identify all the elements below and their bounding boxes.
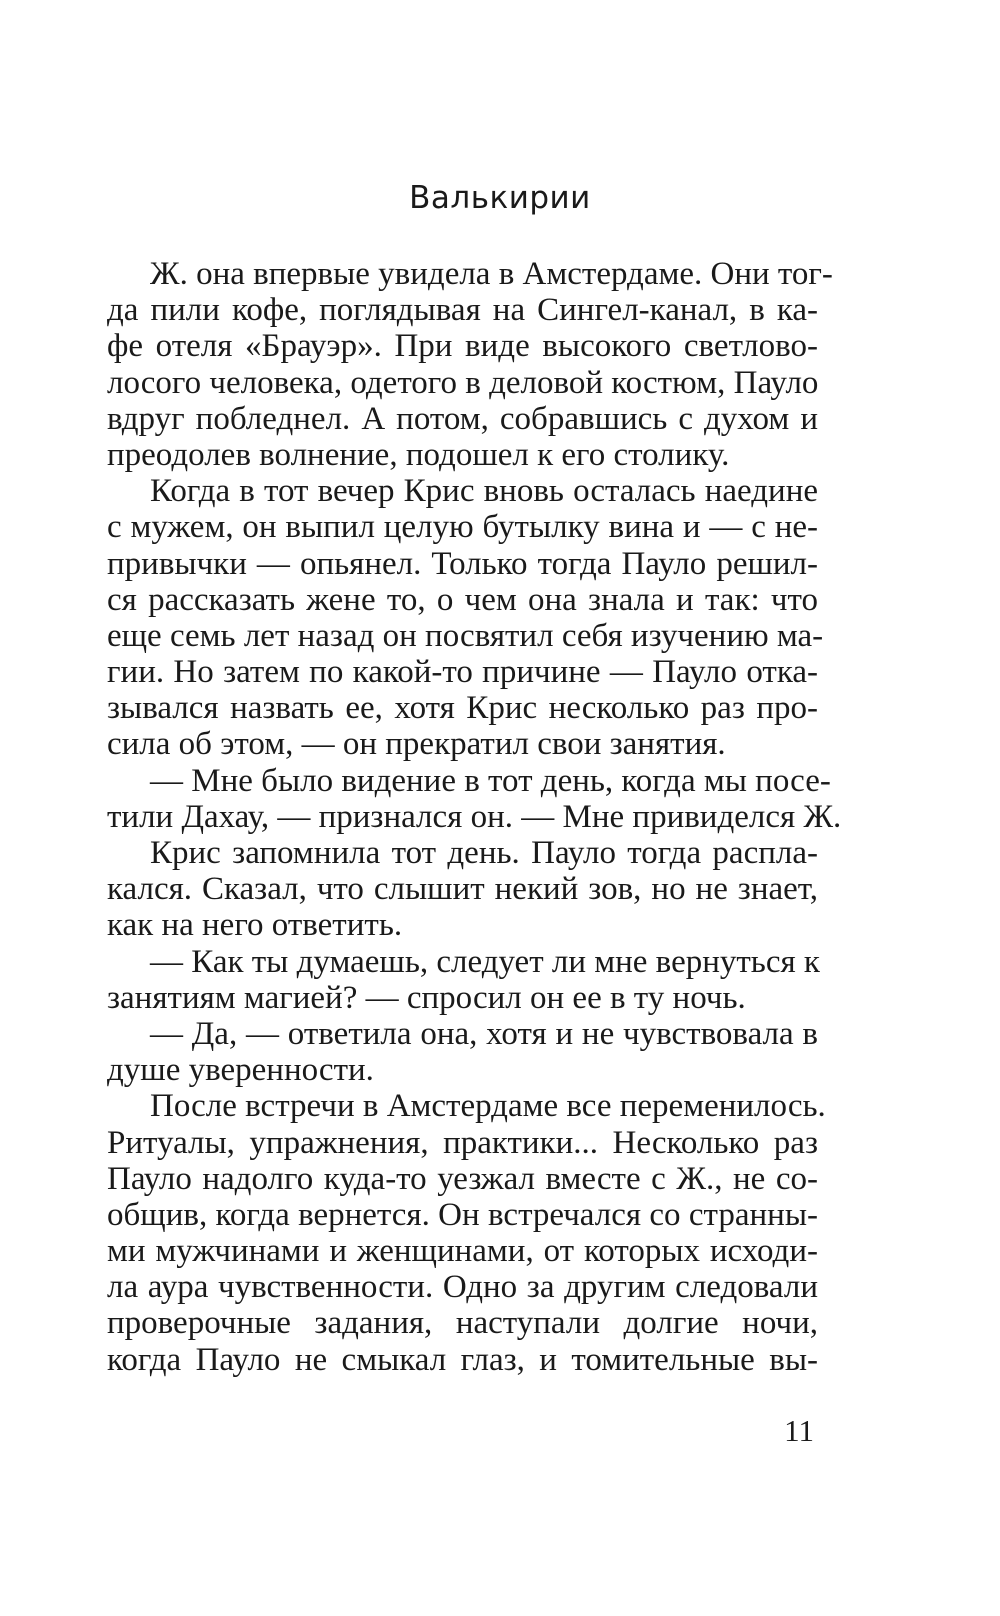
text-line: зывался назвать ее, хотя Крис несколько раз про-	[107, 690, 818, 727]
text-line: Ж. она впервые увидела в Амстердаме. Они тог-	[150, 256, 833, 292]
text-line: — Мне было видение в тот день, когда мы посе-	[150, 762, 831, 799]
text-line: общив, когда вернется. Он встречался со странны-	[107, 1196, 818, 1233]
text-line: тили Дахау, — признался он. — Мне привиделся Ж.	[107, 798, 842, 835]
text-line: когда Пауло не смыкал глаз, и томительные вы-	[107, 1341, 818, 1378]
text-line: лосого человека, одетого в деловой костюм, Пауло	[107, 364, 819, 401]
text-line: с мужем, он выпил целую бутылку вина и — с не-	[107, 509, 818, 546]
text-line: кался. Сказал, что слышит некий зов, но не знает,	[107, 871, 818, 908]
text-line: преодолев волнение, подошел к его столику.	[107, 436, 730, 473]
body-text	[107, 256, 842, 1378]
text-line: После встречи в Амстердаме все переменилось.	[150, 1088, 826, 1125]
text-line: Когда в тот вечер Крис вновь осталась наедине	[150, 473, 818, 510]
text-line: проверочные задания, наступали долгие ночи,	[107, 1305, 818, 1342]
text-line: занятиям магией? — спросил он ее в ту ночь.	[107, 979, 746, 1016]
text-line: Ритуалы, упражнения, практики... Несколько раз	[107, 1124, 818, 1161]
text-line: сила об этом, — он прекратил свои занятия.	[107, 726, 726, 763]
text-line: — Да, — ответила она, хотя и не чувствовала в	[150, 1015, 818, 1052]
text-line: ла аура чувственности. Одно за другим следовали	[107, 1269, 818, 1306]
text-line: Крис запомнила тот день. Пауло тогда распла-	[150, 835, 818, 871]
text-line: душе уверенности.	[107, 1052, 374, 1089]
text-line: еще семь лет назад он посвятил себя изучению ма-	[107, 617, 824, 654]
text-line: привычки — опьянел. Только тогда Пауло решил-	[107, 545, 818, 582]
text-line: вдруг побледнел. А потом, собравшись с духом и	[107, 400, 818, 437]
running-head: Валькирии	[409, 180, 591, 216]
text-line: фе отеля «Брауэр». При виде высокого светлово-	[107, 328, 818, 365]
text-line: — Как ты думаешь, следует ли мне вернуться к	[150, 943, 820, 980]
text-line: да пили кофе, поглядывая на Сингел-канал, в ка-	[107, 292, 818, 329]
text-line: ся рассказать жене то, о чем она знала и так: что	[107, 581, 818, 618]
text-line: гии. Но затем по какой-то причине — Пауло отка-	[107, 654, 818, 691]
text-line: Пауло надолго куда-то уезжал вместе с Ж., не со-	[107, 1160, 818, 1197]
text-line: ми мужчинами и женщинами, от которых исходи-	[107, 1233, 818, 1270]
text-line: как на него ответить.	[107, 907, 403, 944]
page-number: 11	[784, 1413, 814, 1448]
